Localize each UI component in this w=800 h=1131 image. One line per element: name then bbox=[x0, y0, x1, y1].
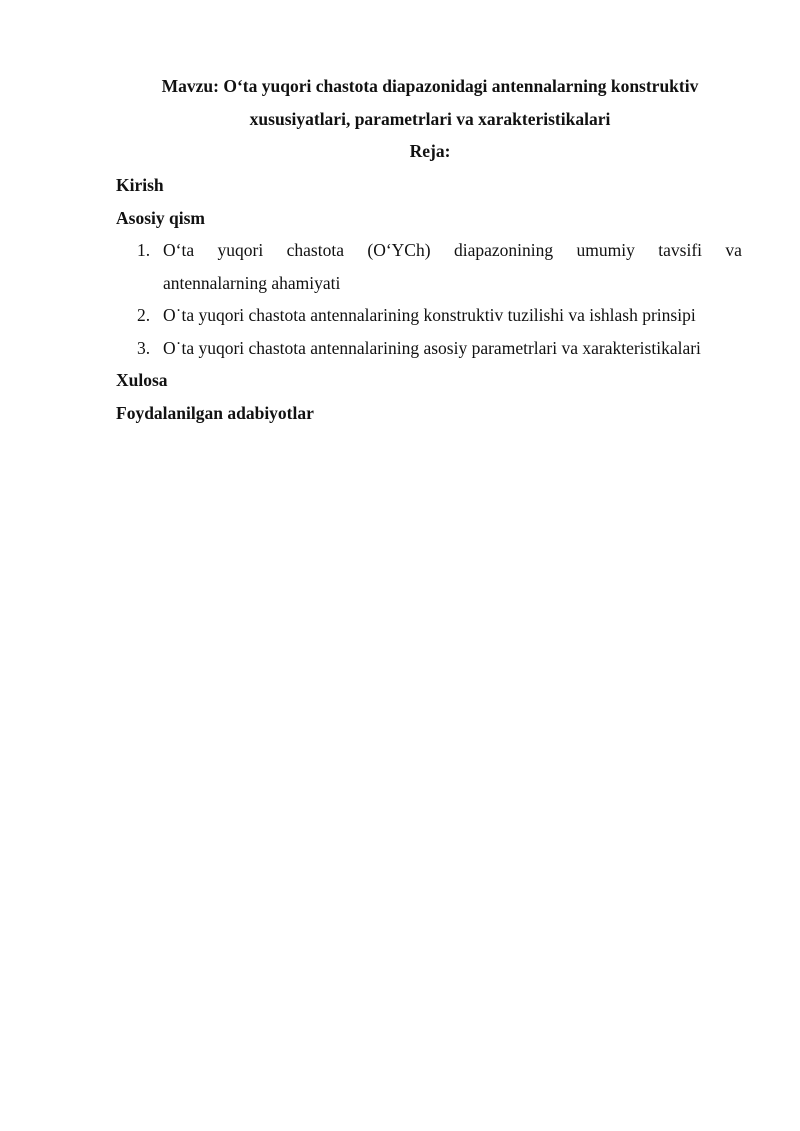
title-line-1: Mavzu: O‘ta yuqori chastota diapazonidagi antennalarning konstruktiv bbox=[161, 76, 699, 96]
intro-heading: Kirish bbox=[116, 175, 164, 195]
list-item-1-number: 1. bbox=[137, 240, 151, 260]
list-item-1-line-1 bbox=[163, 239, 742, 261]
word: umumiy bbox=[576, 240, 635, 260]
list-item-1-line-2: antennalarning ahamiyati bbox=[163, 273, 341, 293]
main-part-heading: Asosiy qism bbox=[116, 208, 205, 228]
word: O‘ta bbox=[163, 240, 195, 260]
document-title bbox=[118, 70, 742, 168]
list-item-2-number: 2. bbox=[137, 305, 151, 325]
list-item-2-text: O˙ta yuqori chastota antennalarining konstruktiv tuzilishi va ishlash prinsipi bbox=[163, 305, 696, 325]
word: chastota bbox=[286, 240, 344, 260]
word: yuqori bbox=[217, 240, 264, 260]
word: (O‘YCh) bbox=[367, 240, 431, 260]
word: tavsifi bbox=[658, 240, 703, 260]
word: va bbox=[725, 240, 742, 260]
conclusion-heading: Xulosa bbox=[116, 370, 168, 390]
plan-heading: Reja: bbox=[409, 141, 451, 161]
list-item-3-number: 3. bbox=[137, 338, 151, 358]
list-item-3-text: O˙ta yuqori chastota antennalarining asosiy parametrlari va xarakteristikalari bbox=[163, 338, 701, 358]
title-line-2: xususiyatlari, parametrlari va xarakteristikalari bbox=[249, 108, 611, 129]
word: diapazonining bbox=[453, 240, 554, 260]
references-heading: Foydalanilgan adabiyotlar bbox=[116, 403, 314, 423]
